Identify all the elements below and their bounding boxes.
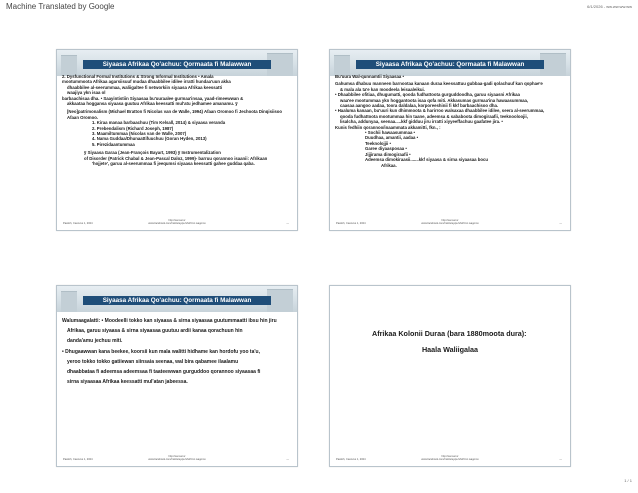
text-line: caasaa aangoo aadaa, toora daldalaa, korporeeshinii fi kkf barbaachisoo dha.	[340, 103, 499, 109]
slide-footer	[57, 219, 297, 227]
text-line: sirna siyaasaa Afrikaa keessatti mul'atan jabeessa.	[67, 379, 188, 386]
footer-right: —	[286, 458, 289, 461]
text-line: Walumaagalatti: • Moodeelli tokko kan siyaasa & sirna siyaasaa guutummaatti ibsu hin jiru	[62, 318, 277, 324]
text-line: • Dhugaawwan kana beekee, koorsii kun mala walitti hidhame kan hordofu yoo ta'u,	[62, 348, 260, 355]
slide-title: Siyaasa Afrikaa Qo'achuu: Qormaata fi Malawwan	[375, 61, 525, 68]
page-number: 1 / 1	[624, 478, 632, 483]
footer-right: —	[559, 222, 562, 225]
text-line: danda'amu jechuu miti.	[67, 338, 123, 345]
text-line: Bu'uura Wal-qunnamtii Siyaasaa •	[335, 74, 404, 79]
text-line: Jijjirama dimogiraafii •	[365, 151, 411, 157]
text-line: barbaachisaa dha. • Saayintistiin Siyaasaa bu'uuraalee gurmaa'insaa, yaad-rimeewwan &	[62, 95, 244, 101]
footer-url-2: www.facebook.com/instituteyqa.h/tefl.fon.wagomo	[148, 458, 206, 462]
slide-title-strip	[83, 60, 271, 69]
slide-4[interactable]	[329, 285, 571, 467]
slide-footer	[330, 455, 570, 463]
slide-body	[335, 74, 566, 168]
text-line: Adeemsa dimokiraasii.......kkf siyaasa & sirna siyaasaa bocu	[365, 157, 489, 163]
machine-translated-label: Machine Translated by Google	[6, 2, 115, 11]
slide-body	[62, 74, 293, 167]
text-line: yeroo tokko tokko gatiiewan siinsaia seenaa, wal bira qabamee ilaalamu	[67, 358, 239, 365]
slide-subheading: Haala Waliigalaa	[421, 345, 479, 354]
slide-banner	[57, 286, 297, 312]
slide-title: Siyaasa Afrikaa Qo'achuu: Qormaata fi Malawwan	[102, 61, 252, 68]
slide-3[interactable]	[56, 285, 298, 467]
text-line: of Disorder (Patrick Chabal & Jean-Pascal Daloz, 1999)- barruu qorannoo isaanii: Afrikaan	[84, 155, 268, 161]
slide-body	[62, 316, 293, 387]
text-line: Duudhaa, amantii, aadaa •	[365, 135, 419, 141]
footer-right: —	[559, 458, 562, 461]
footer-url-2: www.facebook.com/instituteyqa.h/tefl.fon.wagomo	[148, 222, 206, 226]
footer-url: http://sar.sar.sr	[441, 455, 459, 458]
footer-left: Pawloh, Caonvus 1, 2024	[63, 222, 93, 225]
text-line: Teeknolojjii •	[365, 140, 392, 146]
text-line: Afrikaa.	[381, 162, 397, 168]
text-line: ȳ Siyaasa Garaa (Jean-François Bayart, 1993) ȳ Instrumentalization	[84, 150, 221, 156]
top-bar	[0, 0, 638, 14]
text-line: waa'ee mootummaa ykn hoggantoota isaa qofa miti. Akkasumas gurmaa'ina hawaasummaa,	[340, 97, 529, 103]
slide-footer	[330, 219, 570, 227]
footer-url: http://sar.sar.sr	[441, 219, 459, 222]
slide-title-strip	[356, 60, 544, 69]
text-line: Garee diyaasposaa •	[365, 146, 407, 152]
text-line: lisalcha, addunyaa, seenaa.....kkf gidduu jiru irratti xiyyeeffachuu gaafatee jira. •	[340, 119, 503, 125]
footer-url-2: www.facebook.com/instituteyqa.h/tefl.fon.wagomo	[421, 222, 479, 226]
slide-banner	[330, 50, 570, 76]
slide-heading: Afrikaa Kolonii Duraa (bara 1880moota dura):	[372, 329, 527, 338]
text-line: 2. Dysfunctional Formal Institutions & Strong Informal Institutions • Amala	[62, 74, 214, 79]
text-line: 'hojjete', garuu al-seerummaa fi jeequmsi siyaasa keessatti gahee guddaa qaba.	[92, 161, 255, 167]
text-line: [Neo]patrimonalism (Michael Bratton fi Nicolas van de Walle, 1994) Afaan Oromoo fi Jechoota Dinqisiisoo Afaan Oromoo.	[67, 109, 283, 120]
footer-left: Pawloh, Caonvus 1, 2024	[63, 458, 93, 461]
text-line: 2. Prebendalism (Richard Joseph, 1987)	[92, 125, 174, 131]
text-line: • Haaluma kanaan, bu'uuri kun dhimmoota & harirroo walsaxaa dhaabbilee idilee, seera al-seerummaa,	[335, 108, 545, 114]
footer-left: Pawloh, Caonvus 1, 2024	[336, 222, 366, 225]
footer-right: —	[286, 222, 289, 225]
text-line: waajiya ykn isaa ol	[67, 90, 106, 96]
slide-title-strip	[83, 296, 271, 305]
text-line: Gahumsa dhabuu manneen barnootaa kanaan duraa keessattuu gubbaa-gadi qolachuuf kan qophae'e	[335, 81, 543, 87]
text-line: 3. Maamiltummaa (Nicolas van de Walle, 2007)	[92, 131, 187, 137]
text-line: • Sochii hawaasummaa •	[365, 130, 416, 136]
slide-banner	[57, 50, 297, 76]
text-line: 5. Pirezidaantummaa	[92, 141, 135, 147]
slide-footer	[57, 455, 297, 463]
header-date: 6/1/2026 - ww.ww.ww.ww	[587, 4, 632, 9]
text-line: • Dhaabbilee ofitiaa, dhugumatti, qooda fudhattoota gurguddoodha, garuu siyaasni Afrikaa	[335, 92, 520, 98]
text-line: dhaabbataa fi adeemsa adeemsaa fi taateewwan gurguddoo qorannoo siyaasaa fi	[67, 369, 261, 376]
footer-url: http://sar.sar.sr	[168, 219, 186, 222]
slide-title: Siyaasa Afrikaa Qo'achuu: Qormaata fi Malawwan	[102, 297, 252, 304]
text-line: 4. Nama Guddaa/Dhunaattifuuchuu (Goran Hyden, 2013)	[92, 136, 207, 142]
text-line: mootummoota Afrikaa agarsiisuuf mudaa dhaabbilee idilee irratti hundaa'uun akka	[62, 79, 231, 85]
text-line: & mala ala ta'e kan moodeela leisaaleikui.	[340, 86, 425, 92]
text-line: qooda fudhattoota mootummaa hin taane, adeemsa & sababoota dimogiraafii, teeknooloojii,	[340, 113, 528, 119]
text-line: Kunis fedhiin qorannoo/inaammata akkamitti, fkn., :	[335, 124, 441, 130]
text-line: dhaabbilee al-seerummaa, waliigaltee fi networkiin siyaasa Afrikaa keessatti	[67, 84, 223, 90]
footer-left: Pawloh, Caonvus 1, 2024	[336, 458, 366, 461]
slide-2[interactable]	[329, 49, 571, 231]
footer-url: http://sar.sar.sr	[168, 455, 186, 458]
text-line: Afrikaa, garuu siyaasa & sirna siyaasaa guutuu ardii kanaa qorachuun hin	[67, 328, 243, 335]
text-line: 1. Kiraa manaa barbaachuu (Tim Kelsall, 2014) & siyaasa veranda	[92, 120, 226, 126]
footer-url-2: www.facebook.com/instituteyqa.h/tefl.fon.wagomo	[421, 458, 479, 462]
text-line: akkaataa hoggansa siyaasa guutuu Afrikaa keessatti mul'atu jedhamee amanamu. ȳ	[67, 101, 238, 107]
slide-1[interactable]	[56, 49, 298, 231]
